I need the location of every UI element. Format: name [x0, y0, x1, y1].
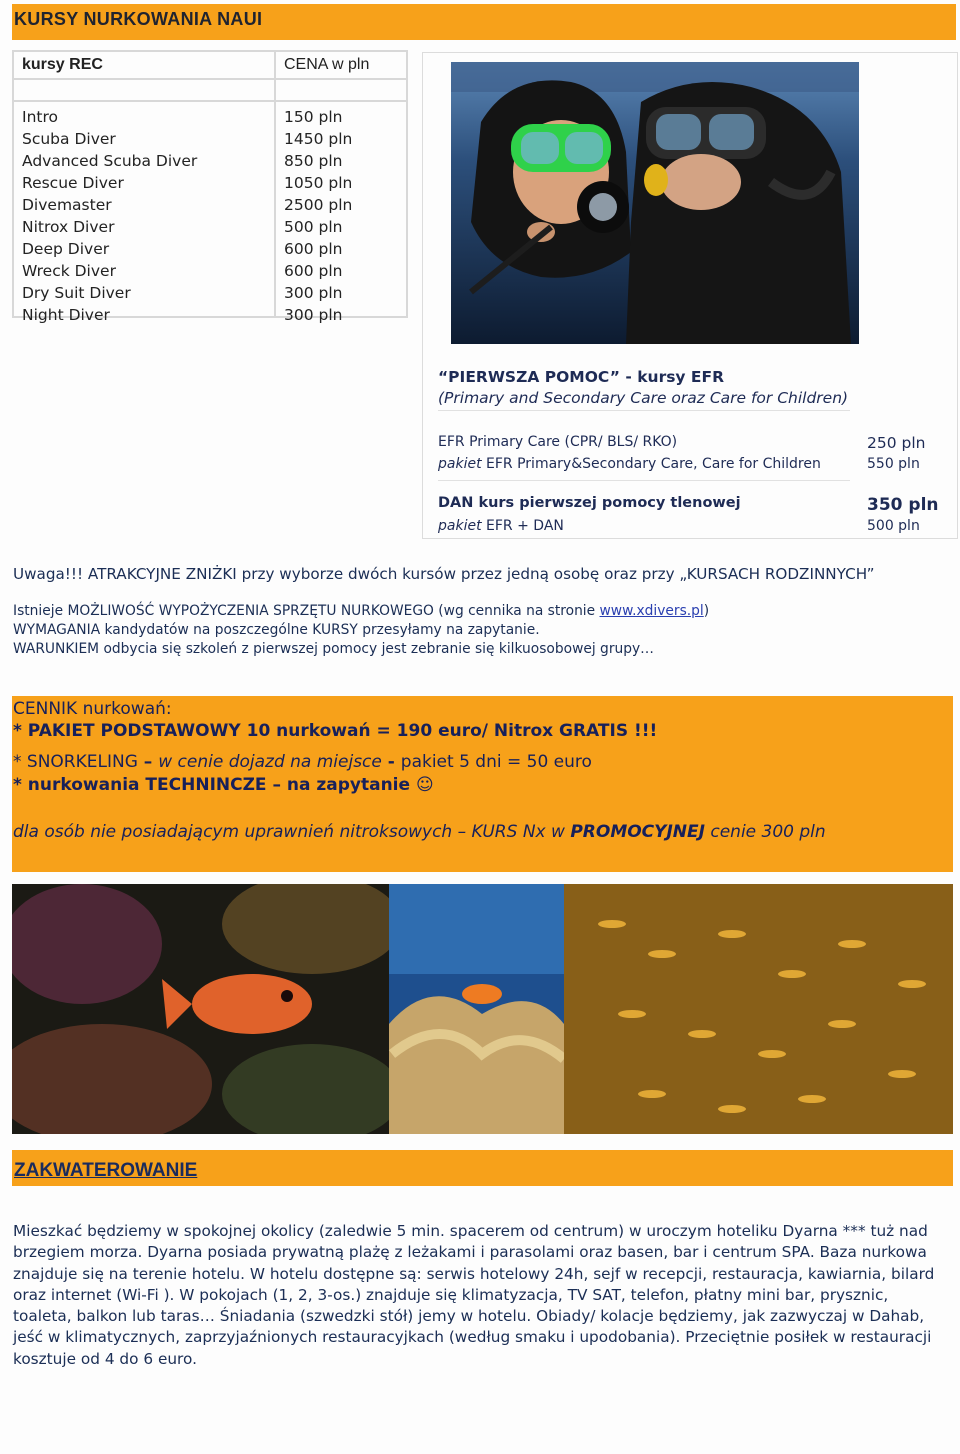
course-name: Deep Diver	[22, 240, 110, 258]
accommodation-line: Mieszkać będziemy w spokojnej okolicy (zaledwie 5 min. spacerem od centrum) w uroczym hoteliku Dyarna *** tuż nad	[13, 1222, 928, 1240]
course-price: 600 pln	[284, 262, 343, 280]
page-header	[12, 4, 956, 40]
pricing-nitrox-promo: dla osób nie posiadającym uprawnień nitroksowych – KURS Nx w PROMOCYJNEJ cenie 300 pln	[13, 822, 826, 842]
course-price: 850 pln	[284, 152, 343, 170]
pricing-basic-package: * PAKIET PODSTAWOWY 10 nurkowań = 190 euro/ Nitrox GRATIS !!!	[13, 721, 658, 741]
course-name: Night Diver	[22, 306, 110, 324]
accommodation-line: brzegiem morza. Dyarna posiada prywatną plażę z leżakami i parasolami oraz basen, bar i centrum SPA. Baza nurkowa	[13, 1243, 927, 1262]
course-name: Intro	[22, 108, 58, 126]
efr-package-label: pakiet EFR Primary&Secondary Care, Care for Children	[438, 456, 821, 472]
accommodation-line: znajduje się na terenie hotelu. W hotelu dostępne są: serwis hotelowy 24h, sejf w recepcji, restauracja, kawiarnia, bilard	[13, 1264, 935, 1283]
course-price: 2500 pln	[284, 196, 353, 214]
course-name: Scuba Diver	[22, 130, 116, 148]
dan-course-label: DAN kurs pierwszej pomocy tlenowej	[438, 495, 741, 511]
efr-dan-package-price: 500 pln	[867, 518, 920, 534]
empty-cell	[13, 79, 275, 101]
course-name: Wreck Diver	[22, 262, 116, 280]
efr-subtitle: (Primary and Secondary Care oraz Care for Children)	[438, 389, 849, 407]
course-price: 1450 pln	[284, 130, 353, 148]
course-name: Divemaster	[22, 196, 112, 214]
course-price: 600 pln	[284, 240, 343, 258]
rental-notice: Istnieje MOŻLIWOŚĆ WYPOŻYCZENIA SPRZĘTU NURKOWEGO (wg cennika na stronie www.xdivers.pl)	[13, 603, 710, 619]
xdivers-link[interactable]: www.xdivers.pl	[599, 603, 704, 619]
price-column-header: CENA w pln	[275, 51, 407, 79]
course-prices-cell	[275, 101, 407, 324]
efr-dan-package-label: pakiet EFR + DAN	[438, 518, 564, 534]
divers-photo	[451, 62, 859, 344]
efr-primary-price: 250 pln	[867, 434, 926, 452]
accommodation-line: toaleta, balkon lub taras… Śniadania (szwedzki stół) jemy w hotelu. Obiady/ kolacje będziemy, jak zazwyczaj w Dahab,	[13, 1307, 925, 1326]
discount-notice: Uwaga!!! ATRAKCYJNE ZNIŻKI przy wyborze dwóch kursów przez jedną osobę oraz przy „KURSACH RODZINNYCH”	[13, 565, 875, 583]
accommodation-title: ZAKWATEROWANIE	[14, 1160, 198, 1181]
requirements-notice: WYMAGANIA kandydatów na poszczególne KURSY przesyłamy na zapytanie.	[13, 622, 540, 638]
accommodation-line: oraz internet (Wi-Fi ). W pokojach (1, 2, 3-os.) znajduje się klimatyzacja, TV SAT, telefon, płatny mini bar, prysznic,	[13, 1285, 889, 1304]
dan-course-price: 350 pln	[867, 495, 939, 515]
course-name: Nitrox Diver	[22, 218, 115, 236]
accommodation-line: kosztuje od 4 do 6 euro.	[13, 1349, 197, 1368]
pricing-snorkeling: * SNORKELING – w cenie dojazd na miejsce - pakiet 5 dni = 50 euro	[13, 752, 592, 772]
accommodation-description	[13, 1221, 948, 1370]
accommodation-line: jeść w klimatycznych, zaprzyjaźnionych restauracyjkach (według smaku i upodobania). Przeciętnie posiłek w restauracji	[13, 1328, 932, 1347]
course-name: Rescue Diver	[22, 174, 124, 192]
pricing-technical: * nurkowania TECHNINCZE – na zapytanie ☺	[13, 775, 434, 795]
empty-cell	[275, 79, 407, 101]
course-price-table	[12, 50, 408, 324]
efr-title: “PIERWSZA POMOC” - kursy EFR	[438, 368, 725, 386]
underwater-photos	[12, 884, 953, 1134]
course-names-cell	[13, 101, 275, 324]
accommodation-header	[12, 1150, 953, 1186]
divider	[438, 480, 850, 481]
course-column-header: kursy REC	[13, 51, 275, 79]
course-price: 300 pln	[284, 306, 343, 324]
condition-notice: WARUNKIEM odbycia się szkoleń z pierwszej pomocy jest zebranie się kilkuosobowej grupy…	[13, 641, 654, 657]
efr-package-price: 550 pln	[867, 456, 920, 472]
pricing-heading: CENNIK nurkowań:	[13, 699, 172, 719]
course-price: 300 pln	[284, 284, 343, 302]
divider	[438, 410, 850, 411]
course-price: 1050 pln	[284, 174, 353, 192]
efr-primary-label: EFR Primary Care (CPR/ BLS/ RKO)	[438, 434, 678, 450]
diving-pricing-block	[12, 696, 953, 872]
course-price: 500 pln	[284, 218, 343, 236]
page-title: KURSY NURKOWANIA NAUI	[14, 9, 263, 29]
course-name: Dry Suit Diver	[22, 284, 131, 302]
course-price: 150 pln	[284, 108, 343, 126]
course-name: Advanced Scuba Diver	[22, 152, 198, 170]
